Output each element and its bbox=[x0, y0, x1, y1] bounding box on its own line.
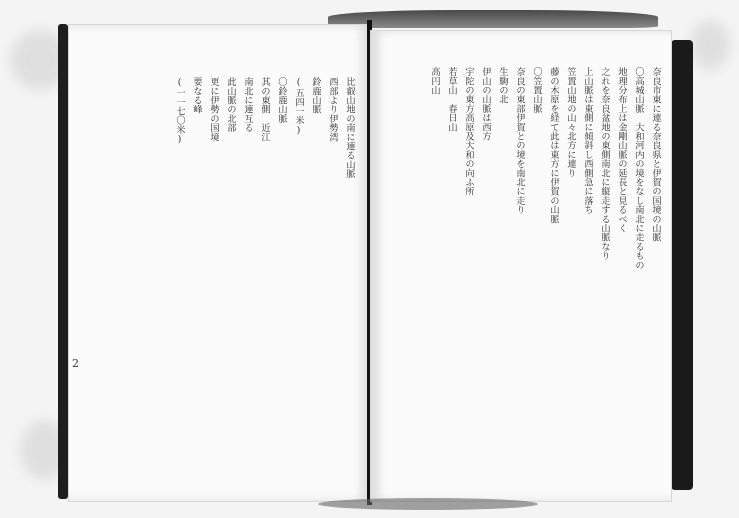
open-book bbox=[58, 10, 693, 502]
right-line: 奈良市東に連る奈良県と伊賀の国境の山脈 bbox=[650, 67, 661, 242]
right-page-text bbox=[429, 67, 661, 497]
right-line: 若草山 春日山 bbox=[446, 67, 457, 132]
right-line: 笠置山地の山々北方に連り bbox=[565, 67, 576, 178]
scan-noise bbox=[690, 20, 730, 70]
book-cover-right-edge bbox=[671, 40, 693, 490]
left-line: 其の東側 近江 bbox=[259, 77, 270, 142]
left-line: 此山脈の北部 bbox=[225, 77, 236, 133]
page-number: 2 bbox=[72, 357, 79, 370]
left-line: 更に伊勢の国境 bbox=[208, 77, 219, 142]
left-line: 要なる峰 bbox=[191, 77, 202, 114]
left-page-text bbox=[174, 77, 355, 497]
bottom-shadow bbox=[318, 498, 538, 510]
left-line: 西部より伊勢湾 bbox=[327, 77, 338, 142]
left-line: 〇鈴鹿山脈 bbox=[276, 77, 287, 123]
book-cover-left-edge bbox=[58, 24, 68, 499]
left-line: 南北に連互る bbox=[242, 77, 253, 133]
right-line: 藤の木原を経て此は東方に伊賀の山脈 bbox=[548, 67, 559, 224]
right-page bbox=[370, 30, 672, 502]
right-line: 高円山 bbox=[429, 67, 440, 95]
top-shadow bbox=[328, 10, 658, 28]
right-line: 〇高城山脈 大和河内の境をなし南北に走るもの bbox=[633, 67, 644, 270]
left-line: (一一七〇米) bbox=[174, 77, 185, 145]
right-line: 宇陀の東方高原及大和の向ふ所 bbox=[463, 67, 474, 196]
right-line: 上山脈は東側に傾斜し西側急に落ち bbox=[582, 67, 593, 215]
left-line: 鈴鹿山脈 bbox=[310, 77, 321, 114]
right-line: 奈良の東部伊賀との境を南北に走り bbox=[514, 67, 525, 215]
left-line: 比叡山地の南に連る山脈 bbox=[344, 77, 355, 179]
right-line: 之れを奈良盆地の東側南北に縦走する山脈なり bbox=[599, 67, 610, 261]
right-line: 生駒の北 bbox=[497, 67, 508, 104]
right-line: 伊山の山脈は西方 bbox=[480, 67, 491, 141]
left-page bbox=[68, 24, 370, 502]
right-line: 地理分布上は金剛山脈の延長と見るべく bbox=[616, 67, 627, 233]
left-line: (五四一米) bbox=[293, 77, 304, 136]
right-line: 〇笠置山脈 bbox=[531, 67, 542, 113]
